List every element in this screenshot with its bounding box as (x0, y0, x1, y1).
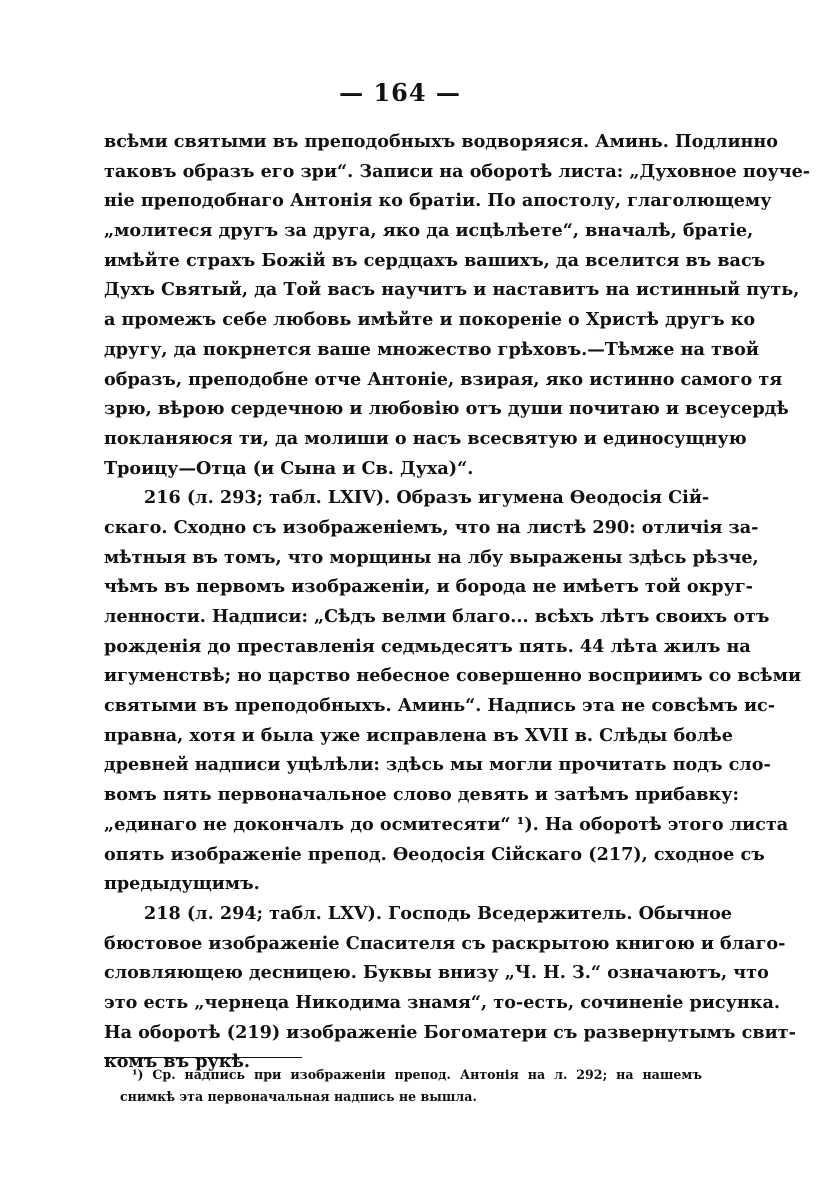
text-line: словляющею десницею. Буквы внизу „Ч. Н. З.“ означаютъ, что (104, 962, 769, 984)
page-number: — 164 — (339, 78, 461, 107)
text-line: опять изображеніе препод. Ѳеодосія Сійскаго (217), сходное съ (104, 843, 765, 865)
text-line: игуменствѣ; но царство небесное совершенно восприимъ со всѣми (104, 665, 802, 687)
text-line: чѣмъ въ первомъ изображеніи, и борода не имѣетъ той округ- (104, 576, 753, 598)
text-line: покланяюся ти, да молиши о насъ всесвятую и единосущную (104, 427, 747, 449)
text-line: святыми въ преподобныхъ. Аминь“. Надпись эта не совсѣмъ ис- (104, 695, 776, 717)
text-line: бюстовое изображеніе Спасителя съ раскрытою книгою и благо- (104, 932, 786, 954)
text-line: а промежъ себе любовь имѣйте и покореніе о Христѣ другъ ко (104, 309, 756, 331)
text-line: другу, да покрнется ваше множество грѣховъ.—Тѣмже на твой (104, 338, 759, 360)
text-line: ніе преподобнаго Антонія ко братіи. По апостолу, глаголющему (104, 190, 772, 212)
text-line: правна, хотя и была уже исправлена въ XVII в. Слѣды болѣе (104, 724, 733, 746)
text-line: рожденія до преставленія седмьдесятъ пять. 44 лѣта жилъ на (104, 635, 751, 657)
text-line: имѣйте страхъ Божій въ сердцахъ вашихъ, да вселится въ васъ (104, 249, 766, 271)
text-line: вомъ пять первоначальное слово девять и затѣмъ прибавку: (104, 784, 739, 806)
text-line: это есть „чернеца Никодима знамя“, то-есть, сочиненіе рисунка. (104, 991, 780, 1013)
text-line: На оборотѣ (219) изображеніе Богоматери съ развернутымъ свит- (104, 1021, 796, 1043)
footnote-line: снимкѣ эта первоначальная надпись не вышла. (120, 1089, 477, 1104)
main-text (104, 127, 811, 1077)
text-line: зрю, вѣрою сердечною и любовію отъ души почитаю и всеусердѣ (104, 398, 789, 420)
text-line: скаго. Сходно съ изображеніемъ, что на листѣ 290: отличія за- (104, 516, 759, 538)
text-line: предыдущимъ. (104, 873, 260, 895)
text-line: всѣми святыми въ преподобныхъ водворяяся. Аминь. Подлинно (104, 131, 779, 152)
text-line: древней надписи уцѣлѣли: здѣсь мы могли прочитать подъ сло- (104, 754, 771, 776)
text-line: „единаго не докончалъ до осмитесяти“ ¹). На оборотѣ этого листа (104, 813, 789, 835)
text-line: 216 (л. 293; табл. LXIV). Образъ игумена Ѳеодосія Сій- (144, 487, 710, 509)
text-line: мѣтныя въ томъ, что морщины на лбу выражены здѣсь рѣзче, (104, 546, 759, 568)
text-line: таковъ образъ его зри“. Записи на оборотѣ листа: „Духовное поуче- (104, 160, 811, 182)
footnote (120, 1064, 702, 1108)
text-line: „молитеся другъ за друга, яко да исцѣлѣете“, вначалѣ, братіе, (104, 220, 754, 242)
footnote-divider (104, 1057, 302, 1058)
text-line: Троицу—Отца (и Сына и Св. Духа)“. (104, 457, 474, 479)
text-line: Духъ Святый, да Той васъ научитъ и наставитъ на истинный путь, (104, 279, 800, 301)
text-line: комъ въ рукѣ. (104, 1051, 250, 1073)
footnote-line: ¹) Ср. надпись при изображеніи препод. Антонія на л. 292; на нашемъ (132, 1067, 702, 1082)
text-line: образъ, преподобне отче Антоніе, взирая, яко истинно самого тя (104, 368, 783, 390)
text-line: 218 (л. 294; табл. LXV). Господь Вседержитель. Обычное (144, 902, 732, 924)
text-line: ленности. Надписи: „Сѣдъ велми благо... всѣхъ лѣтъ своихъ отъ (104, 606, 770, 627)
